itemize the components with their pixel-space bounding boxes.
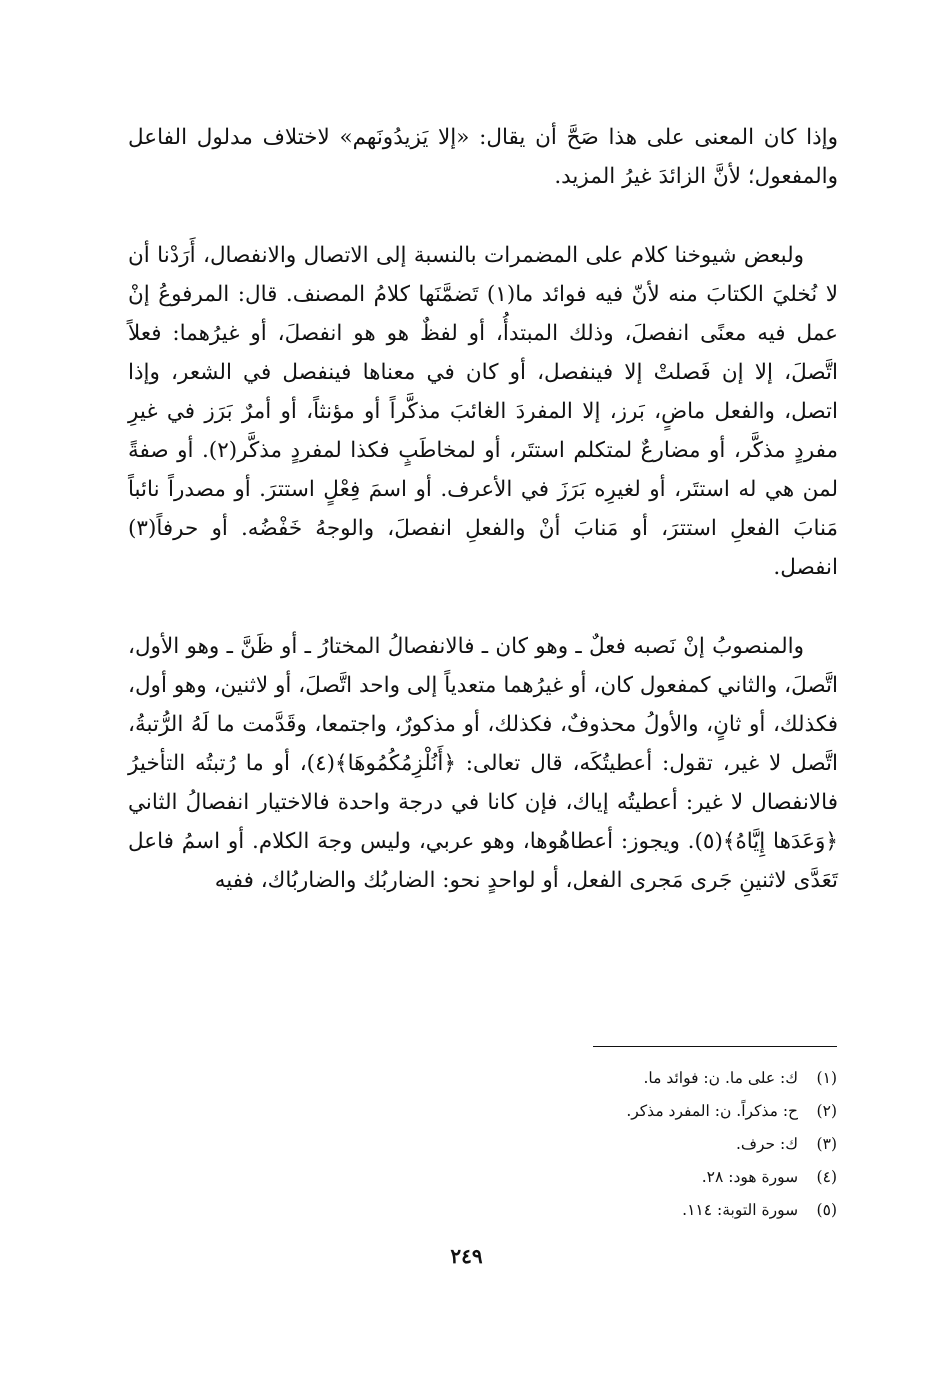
footnote-2 <box>237 1095 837 1128</box>
main-text <box>128 118 838 900</box>
footnote-text: ك: على ما. ن: فوائد ما. <box>643 1069 799 1087</box>
footnote-text: ح: مذكراً. ن: المفرد مذكر. <box>626 1102 799 1120</box>
footnote-3 <box>237 1128 837 1161</box>
footnote-number: (٢) <box>816 1102 837 1120</box>
footnote-5 <box>237 1194 837 1227</box>
footnotes <box>237 1062 837 1227</box>
footnote-text: سورة هود: ٢٨. <box>701 1168 799 1186</box>
footnote-1 <box>237 1062 837 1095</box>
footnote-text: سورة التوبة: ١١٤. <box>682 1201 799 1219</box>
paragraph-3: والمنصوبُ إنْ نَصبه فعلٌ ـ وهو كان ـ فالانفصالُ المختارُ ـ أو ظَنَّ ـ وهو الأول، اتَّصلَ، والثاني كمفعول كان، أو غيرُهما متعدياً إلى واحد اتَّصلَ، أو لاثنين، وهو أول، فكذلك، أو ثانٍ، والأولُ محذوفٌ، فكذلك، أو مذكورٌ، واجتمعا، وقَدَّمت ما لَهُ الرُّتبةُ، اتَّصل لا غير، تقول: أعطيتُكَه، قال تعالى: ﴿أَنُلْزِمُكُمُوهَا﴾(٤)، أو ما رُتبتُه التأخيرُ فالانفصال لا غير: أعطيتُه إياك، فإن كانا في درجة واحدة فالاختيار انفصالُ الثاني ﴿وَعَدَها إِيَّاهُ﴾(٥). ويجوز: أعطاهُوها، وهو عربي، وليس وجهَ الكلام. أو اسمُ فاعل تَعَدَّى لاثنينِ جَرى مَجرى الفعل، أو لواحدٍ نحو: الضاربُك والضاربُاك، ففيه <box>128 634 838 893</box>
footnote-text: ك: حرف. <box>736 1135 799 1153</box>
footnote-separator <box>593 1046 837 1047</box>
footnote-number: (١) <box>816 1069 837 1087</box>
footnote-number: (٥) <box>816 1201 837 1219</box>
page-number: ٢٤٩ <box>450 1244 483 1268</box>
footnote-4 <box>237 1161 837 1194</box>
paragraph-1: وإذا كان المعنى على هذا صَحَّ أن يقال: «إلا يَزيدُونَهم» لاختلاف مدلول الفاعل والمفعول؛ لأنَّ الزائدَ غيرُ المزيد. <box>128 125 838 189</box>
footnote-number: (٣) <box>816 1135 837 1153</box>
paragraph-2: ولبعض شيوخنا كلام على المضمرات بالنسبة إلى الاتصال والانفصال، أَرَدْنا أن لا نُخليَ الكتابَ منه لأنّ فيه فوائد ما(١) تَضمَّنَها كلامُ المصنف. قال: المرفوعُ إنْ عمل فيه معنًى انفصلَ، وذلك المبتدأُ، أو لفظٌ هو هو انفصلَ، أو غيرُهما: فعلاً اتَّصلَ، إلا إن فَصلتْ إلا فينفصل، أو كان في معناها فينفصل في الشعر، وإذا اتصل، والفعل ماضٍ، بَرز، إلا المفردَ الغائبَ مذكَّراً أو مؤنثاً، أو أمرٌ بَرَز في غيرِ مفردٍ مذكَّر، أو مضارعٌ لمتكلم استتَر، أو لمخاطَبٍ فكذا لمفردٍ مذكَّر(٢). أو صفةً لمن هي له استتَر، أو لغيرِه بَرَزَ في الأعرف. أو اسمَ فِعْلٍ استترَ. أو مصدراً نائباً مَنابَ الفعلِ استترَ، أو مَنابَ أنْ والفعلِ انفصلَ، والوجهُ خَفْضُه. أو حرفاً(٣) انفصل. <box>128 243 839 580</box>
footnote-number: (٤) <box>816 1168 837 1186</box>
